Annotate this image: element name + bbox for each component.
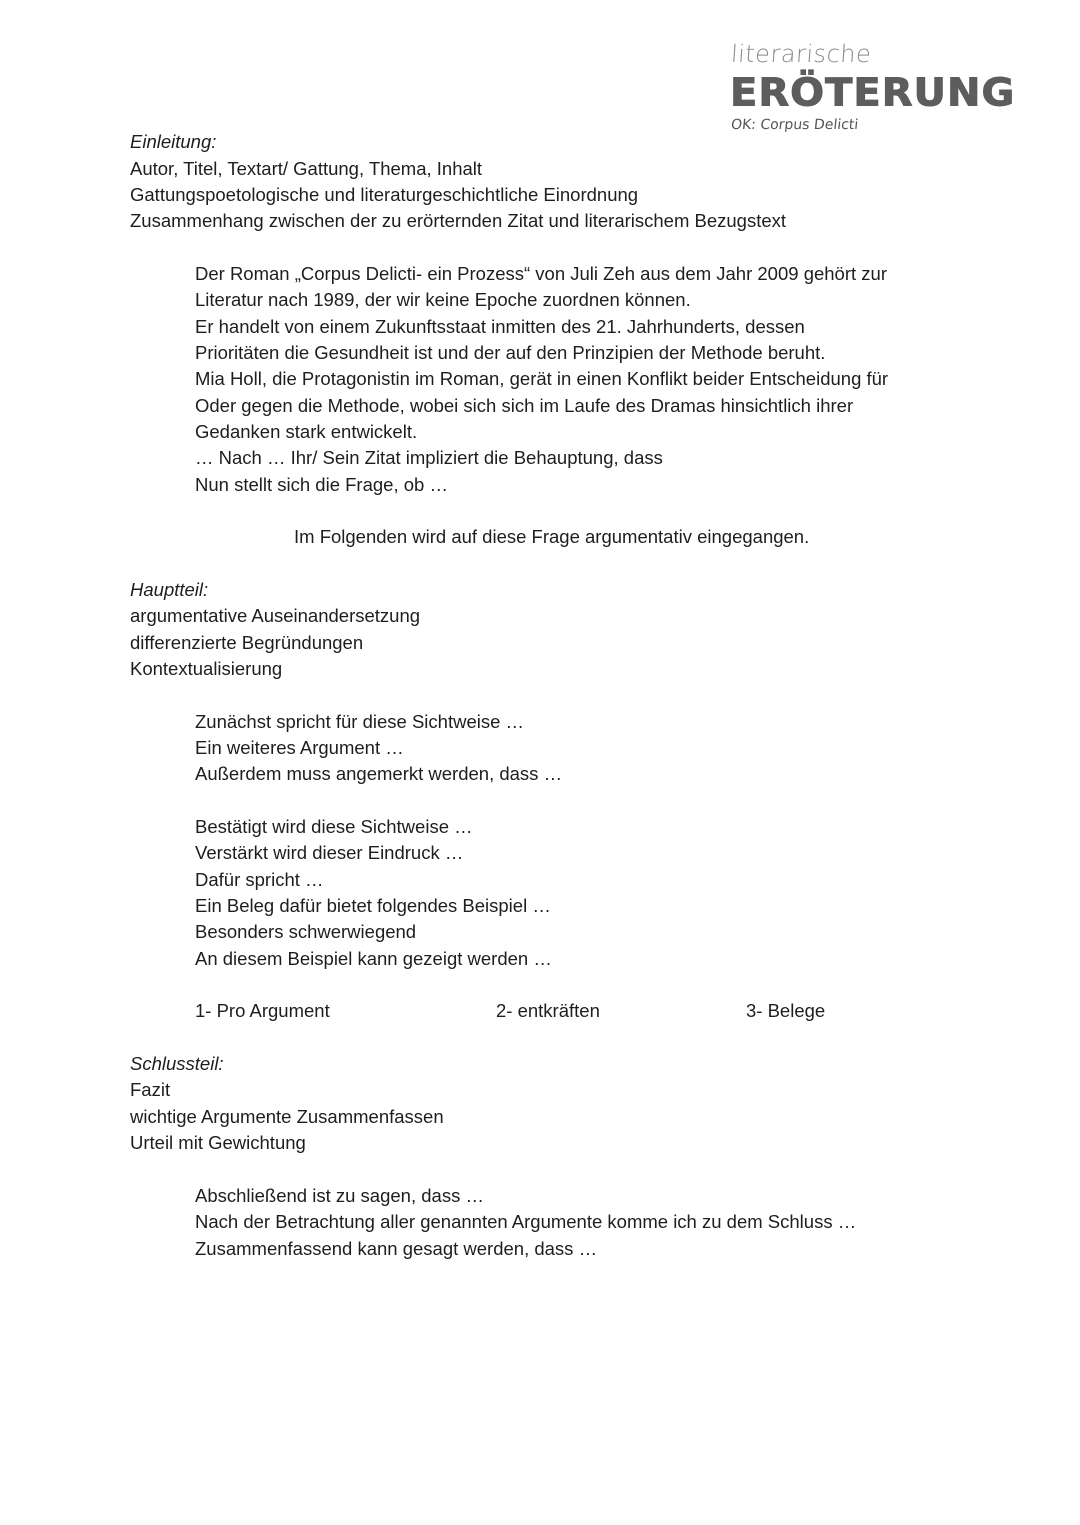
einleitung-point: Zusammenhang zwischen der zu erörternden Zitat und literarischem Bezugstext (130, 210, 787, 231)
hauptteil-phrase: An diesem Beispiel kann gezeigt werden … (195, 948, 552, 969)
einleitung-point: Autor, Titel, Textart/ Gattung, Thema, Inhalt (130, 158, 483, 179)
hauptteil-phrase: Außerdem muss angemerkt werden, dass … (195, 763, 563, 784)
step-belege: 3- Belege (746, 1000, 826, 1021)
hauptteil-phrase: Ein Beleg dafür bietet folgendes Beispiel … (195, 895, 551, 916)
hauptteil-phrase: Besonders schwerwiegend (195, 921, 417, 942)
hauptteil-phrase: Ein weiteres Argument … (195, 737, 404, 758)
einleitung-example-line: … Nach … Ihr/ Sein Zitat impliziert die Behauptung, dass (195, 447, 663, 468)
schlussteil-phrase: Abschließend ist zu sagen, dass … (195, 1185, 484, 1206)
einleitung-example-line: Prioritäten die Gesundheit ist und der auf den Prinzipien der Methode beruht. (195, 342, 826, 363)
hauptteil-phrase: Verstärkt wird dieser Eindruck … (195, 842, 464, 863)
schlussteil-phrase: Zusammenfassend kann gesagt werden, dass … (195, 1238, 598, 1259)
einleitung-example-line: Literatur nach 1989, der wir keine Epoche zuordnen können. (195, 289, 691, 310)
einleitung-example-line: Mia Holl, die Protagonistin im Roman, gerät in einen Konflikt beider Entscheidung für (195, 368, 889, 389)
einleitung-example-line: Nun stellt sich die Frage, ob … (195, 474, 448, 495)
step-pro-argument: 1- Pro Argument (195, 1000, 330, 1021)
heading-hauptteil: Hauptteil: (130, 579, 209, 600)
logo-line-subtitle: OK: Corpus Delicti (730, 117, 860, 133)
schlussteil-point: Urteil mit Gewichtung (130, 1132, 306, 1153)
hauptteil-point: Kontextualisierung (130, 658, 283, 679)
einleitung-example-line: Oder gegen die Methode, wobei sich sich im Laufe des Dramas hinsichtlich ihrer (195, 395, 854, 416)
einleitung-transition: Im Folgenden wird auf diese Frage argumentativ eingegangen. (294, 526, 810, 547)
einleitung-example-line: Der Roman „Corpus Delicti- ein Prozess“ von Juli Zeh aus dem Jahr 2009 gehört zur (195, 263, 887, 284)
hauptteil-phrase: Bestätigt wird diese Sichtweise … (195, 816, 473, 837)
hauptteil-phrase: Dafür spricht … (195, 869, 324, 890)
schlussteil-point: Fazit (130, 1079, 171, 1100)
heading-einleitung: Einleitung: (130, 131, 217, 152)
einleitung-example-line: Gedanken stark entwickelt. (195, 421, 418, 442)
schlussteil-point: wichtige Argumente Zusammenfassen (130, 1106, 444, 1127)
heading-schlussteil: Schlussteil: (130, 1053, 224, 1074)
hauptteil-point: differenzierte Begründungen (130, 632, 364, 653)
logo-line-literarische: literarische (730, 40, 873, 68)
schlussteil-phrase: Nach der Betrachtung aller genannten Argumente komme ich zu dem Schluss … (195, 1211, 857, 1232)
hauptteil-phrase: Zunächst spricht für diese Sichtweise … (195, 711, 525, 732)
logo-line-eroeterung: ERÖTERUNG (730, 71, 1016, 115)
hauptteil-point: argumentative Auseinandersetzung (130, 605, 421, 626)
step-entkraeften: 2- entkräften (496, 1000, 600, 1021)
einleitung-point: Gattungspoetologische und literaturgeschichtliche Einordnung (130, 184, 639, 205)
einleitung-example-line: Er handelt von einem Zukunftsstaat inmitten des 21. Jahrhunderts, dessen (195, 316, 805, 337)
